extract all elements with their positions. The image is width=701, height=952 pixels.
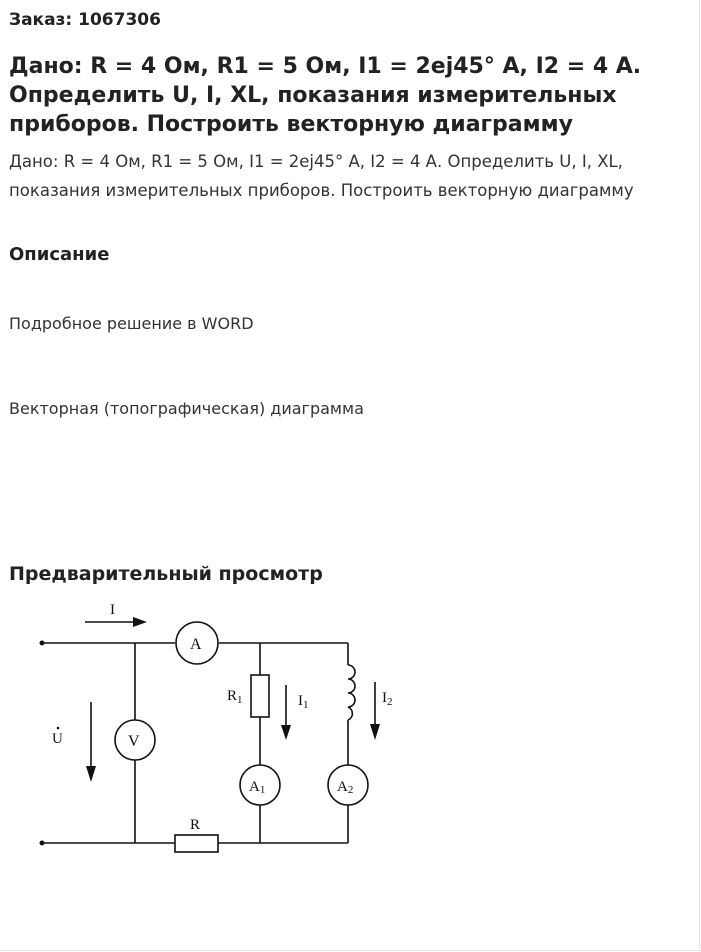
current-I-label: I (110, 602, 115, 618)
circuit-diagram (20, 590, 400, 860)
current-I2-arrow (370, 682, 380, 740)
circuit-wires (42, 643, 348, 843)
resistor-r-label: R (190, 817, 201, 833)
inductor-coil (348, 665, 355, 720)
voltage-U-dot (57, 727, 60, 730)
current-I-arrow (85, 617, 147, 627)
resistor-r1-label: $R_1$ (227, 688, 243, 706)
resistor-r (175, 835, 218, 852)
ammeter-a1-label: A1 (249, 779, 266, 796)
current-I1-arrow (281, 685, 291, 740)
page-title: Дано: R = 4 Ом, R1 = 5 Ом, I1 = 2ej45° А, I2 = 4 А. Определить U, I, XL, показания измерительных приборов. Построить векторную диаграмму (9, 54, 642, 137)
ammeter-a-label: A (190, 636, 202, 653)
current-I1-label: $I_1$ (298, 693, 309, 711)
order-number: Заказ: 1067306 (9, 10, 161, 30)
description-heading: Описание (9, 244, 110, 265)
description-line-2: Векторная (топографическая) диаграмма (9, 399, 364, 418)
task-summary: Дано: R = 4 Ом, R1 = 5 Ом, I1 = 2ej45° А, I2 = 4 А. Определить U, I, XL, показания измерительных приборов. Построить векторную диаграмму (9, 152, 634, 200)
current-I2-label: $I_2$ (382, 690, 393, 708)
ammeter-a2-label: A2 (337, 779, 354, 796)
voltmeter-v-label: V (128, 733, 140, 750)
resistor-r1 (251, 675, 269, 717)
description-line-1: Подробное решение в WORD (9, 314, 254, 333)
preview-heading: Предварительный просмотр (9, 563, 323, 585)
voltage-U-arrow (86, 702, 96, 782)
terminal-bottom (40, 841, 45, 846)
voltage-U-label: U (52, 731, 63, 747)
terminal-top (40, 641, 45, 646)
